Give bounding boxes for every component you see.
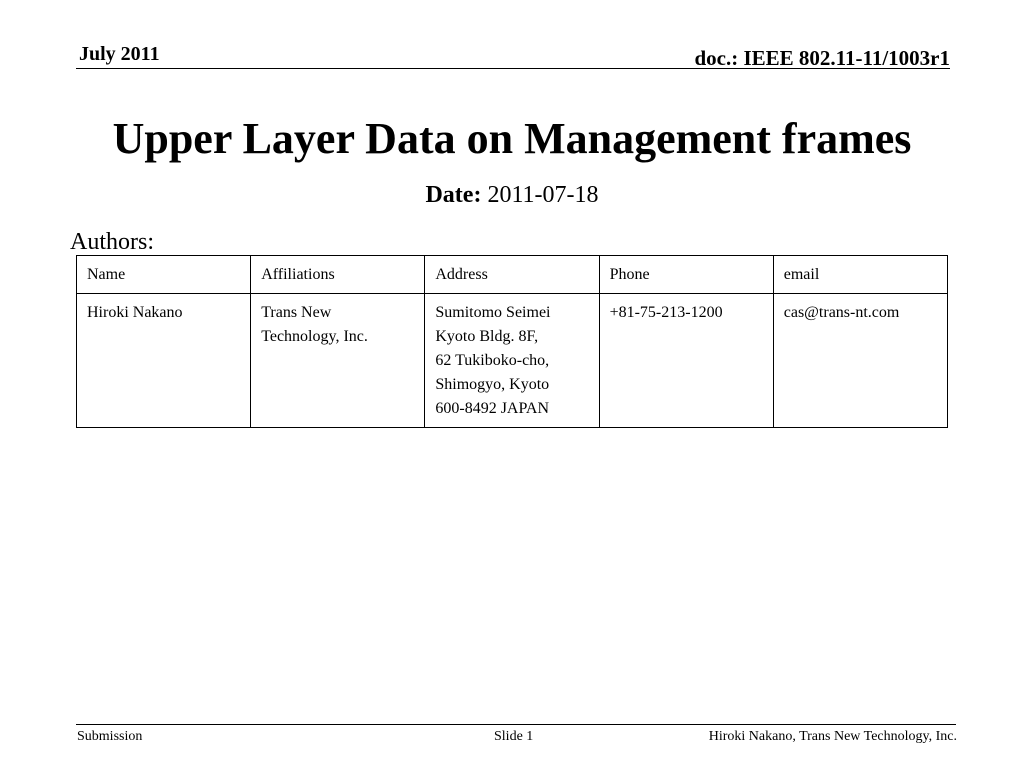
footer-submission: Submission	[77, 729, 143, 744]
column-header-affiliations: Affiliations	[251, 256, 425, 294]
header-date: July 2011	[79, 43, 160, 65]
date-value: 2011-07-18	[487, 182, 599, 208]
table-row	[77, 294, 948, 428]
author-affiliation	[251, 294, 425, 428]
address-line: Kyoto Bldg. 8F,	[435, 328, 539, 345]
column-header-address: Address	[425, 256, 599, 294]
author-name: Hiroki Nakano	[77, 294, 251, 428]
column-header-name: Name	[77, 256, 251, 294]
authors-heading: Authors:	[70, 229, 154, 255]
date-label: Date:	[425, 182, 482, 208]
header-divider	[76, 68, 950, 69]
footer-author: Hiroki Nakano, Trans New Technology, Inc.	[708, 729, 957, 744]
header-doc-id: doc.: IEEE 802.11-11/1003r1	[694, 46, 950, 70]
authors-table	[76, 255, 948, 428]
author-email: cas@trans-nt.com	[773, 294, 947, 428]
footer-divider	[76, 724, 956, 725]
column-header-phone: Phone	[599, 256, 773, 294]
date-line	[0, 180, 1024, 210]
address-line: Shimogyo, Kyoto	[435, 376, 550, 393]
author-address	[425, 294, 599, 428]
address-line: Sumitomo Seimei	[435, 304, 551, 321]
footer-slide-number: Slide 1	[494, 729, 534, 744]
author-phone: +81-75-213-1200	[599, 294, 773, 428]
affiliation-line: Trans New	[261, 304, 332, 321]
affiliation-line: Technology, Inc.	[261, 328, 368, 345]
address-line: 600-8492 JAPAN	[435, 400, 550, 417]
slide-title: Upper Layer Data on Management frames	[112, 114, 912, 163]
address-line: 62 Tukiboko-cho,	[435, 352, 550, 369]
table-header-row	[77, 256, 948, 294]
column-header-email: email	[773, 256, 947, 294]
